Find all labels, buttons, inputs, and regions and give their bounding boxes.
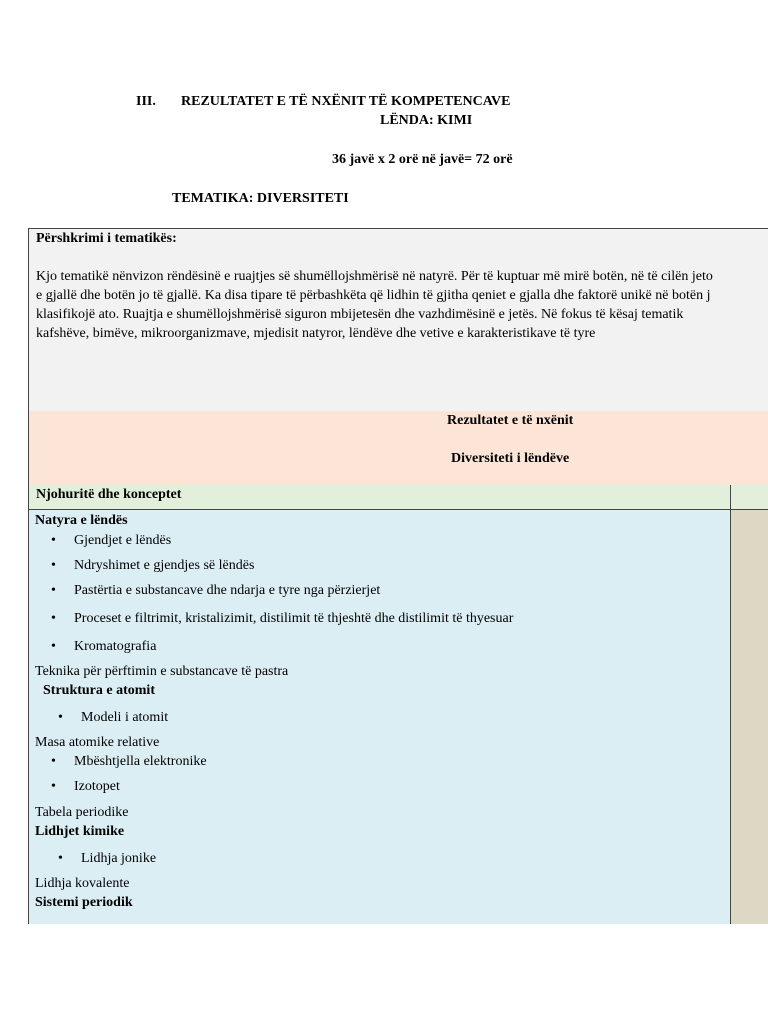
knowledge-heading-cell <box>29 485 731 510</box>
plain-item: Masa atomike relative <box>35 735 160 750</box>
hours-label: 36 javë x 2 orë në javë= 72 orë <box>332 152 513 167</box>
description-section <box>29 229 768 412</box>
bullet-icon: • <box>51 639 56 654</box>
results-section <box>29 411 768 486</box>
curriculum-table <box>28 228 768 924</box>
list-item: Izotopet <box>74 779 120 794</box>
topic-heading: Natyra e lëndës <box>35 513 128 528</box>
bullet-icon: • <box>51 583 56 598</box>
plain-item: Lidhja kovalente <box>35 876 130 891</box>
description-text <box>36 267 768 343</box>
topic-heading: Sistemi periodik <box>35 895 133 910</box>
list-item: Mbështjella elektronike <box>74 754 207 769</box>
bullet-icon: • <box>51 611 56 626</box>
bullet-icon: • <box>51 533 56 548</box>
section-number: III. <box>136 94 156 109</box>
bullet-icon: • <box>51 754 56 769</box>
list-item: Pastërtia e substancave dhe ndarja e tyre nga përzierjet <box>74 583 381 598</box>
plain-item: Tabela periodike <box>35 805 129 820</box>
description-heading: Përshkrimi i tematikës: <box>36 231 177 246</box>
knowledge-content <box>29 510 731 924</box>
bullet-icon: • <box>51 779 56 794</box>
bullet-icon: • <box>58 710 63 725</box>
list-item: Proceset e filtrimit, kristalizimit, distilimit të thjeshtë dhe distilimit të thyesuar <box>74 611 514 626</box>
list-item: Kromatografia <box>74 639 157 654</box>
description-line: Kjo tematikë nënvizon rëndësinë e ruajtjes së shumëllojshmërisë në natyrë. Për të kuptuar më mirë botën, në të cilën jeto <box>36 269 713 284</box>
bullet-icon: • <box>51 558 56 573</box>
topic-heading: Lidhjet kimike <box>35 824 125 839</box>
knowledge-heading: Njohuritë dhe konceptet <box>36 487 182 502</box>
plain-item: Teknika për përftimin e substancave të pastra <box>35 664 289 679</box>
side-column <box>731 510 768 924</box>
description-line: e gjallë dhe botën jo të gjallë. Ka disa tipare të përbashkëta që lidhin të gjitha qeniet e gjalla dhe faktorë unikë në botën j <box>36 288 711 303</box>
theme-label: TEMATIKA: DIVERSITETI <box>172 191 349 206</box>
page-title: REZULTATET E TË NXËNIT TË KOMPETENCAVE <box>181 94 511 109</box>
list-item: Modeli i atomit <box>81 710 169 725</box>
knowledge-side-cell <box>731 485 768 510</box>
description-line: klasifikojë ato. Ruajtja e shumëllojshmërisë siguron mbijetesën dhe vazhdimësinë e jetës. Në fokus të kësaj tematik <box>36 307 684 322</box>
bullet-icon: • <box>58 851 63 866</box>
results-title: Rezultatet e të nxënit <box>447 413 574 428</box>
list-item: Gjendjet e lëndës <box>74 533 172 548</box>
results-subtitle: Diversiteti i lëndëve <box>451 451 570 466</box>
description-line: kafshëve, bimëve, mikroorganizmave, mjedisit natyror, lëndëve dhe vetive e karakteristikave të tyre <box>36 326 596 341</box>
list-item: Ndryshimet e gjendjes së lëndës <box>74 558 255 573</box>
subject-label: LËNDA: KIMI <box>380 113 473 128</box>
list-item: Lidhja jonike <box>81 851 157 866</box>
topic-heading: Struktura e atomit <box>43 683 155 698</box>
